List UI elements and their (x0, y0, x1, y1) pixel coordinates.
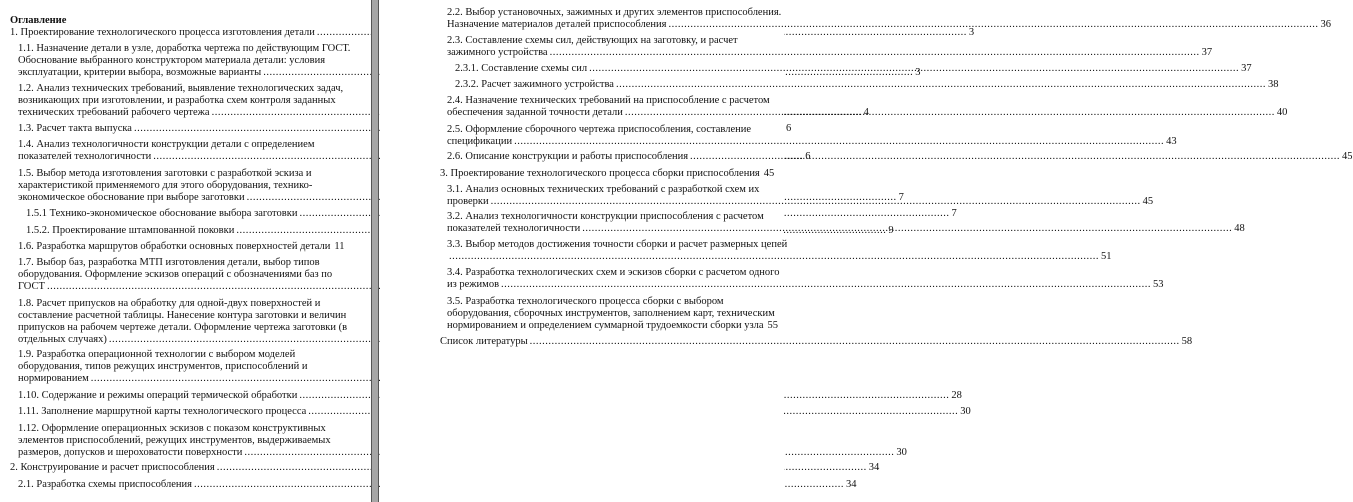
toc-heading: Оглавление (10, 15, 67, 26)
toc-entry-text: 1.1. Назначение детали в узле, доработка чертежа по действующим ГОСТ. (18, 43, 351, 54)
toc-page-number: 51 (1101, 251, 1112, 262)
toc-page-number: 55 (767, 320, 778, 331)
toc-entry-text: 2.1. Разработка схемы приспособления (18, 479, 192, 490)
toc-entry-text: 2.2. Выбор установочных, зажимных и других элементов приспособления. (447, 7, 782, 18)
dot-leader (530, 336, 1180, 348)
toc-entry[interactable] (447, 7, 1331, 31)
toc-entry-text: отдельных случаях) (18, 334, 107, 345)
toc-entry[interactable] (18, 390, 962, 402)
toc-page-number: 37 (1241, 63, 1252, 74)
toc-entry-text: 1.7. Выбор баз, разработка МТП изготовления детали, выбор типов (18, 257, 320, 268)
toc-page-number: 58 (1181, 336, 1193, 347)
toc-entry-text: 2.6. Описание конструкции и работы приспособления (447, 151, 689, 162)
toc-entry[interactable] (18, 406, 971, 418)
toc-entry[interactable] (447, 35, 1213, 59)
dot-leader (625, 107, 1275, 119)
toc-entry-text: 2.3. Составление схемы сил, действующих на заготовку, и расчет (447, 35, 738, 46)
toc-entry[interactable] (455, 63, 1252, 75)
toc-page-number: 30 (896, 447, 907, 458)
toc-entry-text: нормированием и определением суммарной трудоемкости сборки узла (447, 320, 764, 331)
toc-entry[interactable] (18, 349, 341, 385)
toc-entry-text: Обоснование выбранного конструктором материала детали: условия (18, 55, 326, 66)
toc-entry-text: 1.6. Разработка маршрутов обработки основных поверхностей детали (18, 241, 331, 252)
dot-leader (491, 196, 1141, 208)
toc-entry-text: 1.12. Оформление операционных эскизов с показом конструктивных (18, 423, 326, 434)
toc-entry-text: 1.4. Анализ технологичности конструкции детали с определением (18, 139, 315, 150)
toc-entry[interactable] (18, 423, 907, 459)
toc-entry-text: показателей технологичности (447, 223, 581, 234)
toc-entry-text: 1.11. Заполнение маршрутной карты технологического процесса (18, 406, 307, 417)
toc-entry-text: 1. Проектирование технологического процесса изготовления детали (10, 27, 315, 38)
toc-page-number: 3 (915, 67, 921, 78)
toc-entry-text: 1.5.2. Проектирование штампованной поковки (26, 225, 235, 236)
toc-entry[interactable] (447, 211, 1245, 235)
toc-page-number: 7 (898, 192, 904, 203)
toc-entry-text: экономическое обоснование при выборе заготовки (18, 192, 245, 203)
toc-entry-text: 3.3. Выбор методов достижения точности сборки и расчет размерных цепей (447, 239, 788, 250)
toc-entry[interactable] (447, 184, 1154, 208)
toc-entry-text: припусков на рабочем чертеже детали. Оформление чертежа заготовки (в (18, 322, 348, 333)
toc-entry-text: спецификации (447, 136, 513, 147)
toc-page-number: 34 (845, 479, 857, 490)
toc-entry-text: 1.9. Разработка операционной технологии с выбором моделей (18, 349, 296, 360)
toc-entry[interactable] (447, 124, 1177, 148)
toc-entry-text: технических требований рабочего чертежа (18, 107, 210, 118)
dot-leader (501, 279, 1151, 291)
toc-entry-text: из режимов (447, 279, 500, 290)
toc-entry-text: оборудования. Оформление эскизов операций с обозначениями баз по (18, 269, 333, 280)
toc-entry[interactable] (447, 296, 778, 332)
dot-leader (449, 251, 1099, 263)
toc-entry-text: показателей технологичности (18, 151, 152, 162)
toc-entry-text: возникающих при изготовлении, и разработка схем контроля заданных (18, 95, 336, 106)
toc-page-number: 4 (863, 107, 869, 118)
toc-entry-text: эксплуатации, критерии выбора, возможные варианты (18, 67, 262, 78)
toc-entry-text: 1.10. Содержание и режимы операций термической обработки (18, 390, 298, 401)
toc-page-number: 6 (805, 151, 811, 162)
toc-entry[interactable] (18, 298, 348, 346)
toc-page-number: 30 (960, 406, 971, 417)
toc-entry-text: элементов приспособлений, режущих инструментов, выдерживаемых (18, 435, 331, 446)
toc-entry-text: 3.1. Анализ основных технических требований с разработкой схем их (447, 184, 760, 195)
toc-page-number: 36 (1320, 19, 1331, 30)
toc-entry[interactable] (455, 79, 1279, 91)
toc-page-number: 38 (1267, 79, 1279, 90)
toc-entry[interactable] (447, 267, 1164, 291)
toc-entry[interactable] (447, 95, 1288, 119)
dot-leader (668, 19, 1318, 31)
toc-entry-text: обеспечения заданной точности детали (447, 107, 623, 118)
toc-entry-text: 1.5. Выбор метода изготовления заготовки с разработкой эскиза и (18, 168, 312, 179)
toc-page-number: 43 (1166, 136, 1177, 147)
toc-entry-text: 3.4. Разработка технологических схем и эскизов сборки с расчетом одного (447, 267, 780, 278)
toc-entry-text: 1.8. Расчет припусков на обработку для одной-двух поверхностей и (18, 298, 321, 309)
toc-entry-text: размеров, допусков и шероховатости поверхности (18, 447, 243, 458)
dot-leader (616, 79, 1266, 91)
toc-entry-text: 1.2. Анализ технических требований, выявление технологических задач, (18, 83, 344, 94)
toc-entry-text: 2. Конструирование и расчет приспособления (10, 462, 215, 473)
toc-page-number: 53 (1153, 279, 1164, 290)
toc-entry-text: характеристикой применяемого для этого оборудования, технико- (18, 180, 313, 191)
toc-entry-text: оборудования, сборочных инструментов, заполнением карт, техническим (447, 308, 775, 319)
toc-page-number: 7 (951, 208, 957, 219)
toc-page-number: 45 (763, 168, 775, 179)
toc-entry[interactable] (18, 479, 857, 491)
toc-entry-text: 1.5.1 Технико-экономическое обоснование выбора заготовки (26, 208, 298, 219)
toc-entry[interactable] (440, 168, 775, 180)
toc-entry[interactable] (10, 462, 880, 474)
toc-entry-text: составление расчетной таблицы. Нанесение контура заготовки и величин (18, 310, 347, 321)
toc-entry-text: ГОСТ (18, 281, 45, 292)
toc-page-number: 45 (1342, 151, 1353, 162)
toc-page-number: 28 (951, 390, 962, 401)
toc-entry-text: Список литературы (440, 336, 528, 347)
toc-page-number: 37 (1201, 47, 1213, 58)
toc-entry-text: Назначение материалов деталей приспособления (447, 19, 667, 30)
toc-entry-text: проверки (447, 196, 489, 207)
toc-page-number: 6 (785, 123, 792, 134)
toc-entry-text: 2.4. Назначение технических требований на приспособление с расчетом (447, 95, 770, 106)
toc-entry[interactable] (447, 151, 1353, 163)
toc-entry-text: 3. Проектирование технологического процесса сборки приспособления (440, 168, 760, 179)
toc-page-number: 48 (1234, 223, 1245, 234)
toc-entry[interactable] (10, 27, 975, 39)
toc-page-number: 40 (1276, 107, 1288, 118)
dot-leader (589, 63, 1239, 75)
toc-entry-text: 2.3.2. Расчет зажимного устройства (455, 79, 614, 90)
toc-page-number: 9 (888, 225, 894, 236)
toc-entry-text: зажимного устройства (447, 47, 548, 58)
page-gutter (371, 0, 379, 502)
dot-leader (514, 136, 1164, 148)
toc-entry-text: нормированием (18, 373, 89, 384)
toc-page-number: 45 (1142, 196, 1154, 207)
toc-entry-text: 2.3.1. Составление схемы сил (455, 63, 588, 74)
toc-entry-text: 1.3. Расчет такта выпуска (18, 123, 132, 134)
toc-page-number: 3 (968, 27, 975, 38)
toc-entry-text: 3.2. Анализ технологичности конструкции приспособления с расчетом (447, 211, 764, 222)
toc-entry-text: 2.5. Оформление сборочного чертежа приспособления, составление (447, 124, 752, 135)
dot-leader (550, 47, 1200, 59)
toc-entry[interactable] (18, 241, 345, 253)
dot-leader (690, 151, 1340, 163)
toc-page-number: 34 (868, 462, 880, 473)
toc-entry[interactable] (18, 257, 341, 293)
dot-leader (582, 223, 1232, 235)
toc-page-number: 11 (334, 241, 345, 252)
toc-entry[interactable] (447, 239, 1112, 263)
toc-entry[interactable] (440, 336, 1193, 348)
toc-entry-text: 3.5. Разработка технологического процесса сборки с выбором (447, 296, 724, 307)
toc-entry-text: оборудования, типов режущих инструментов, приспособлений и (18, 361, 308, 372)
